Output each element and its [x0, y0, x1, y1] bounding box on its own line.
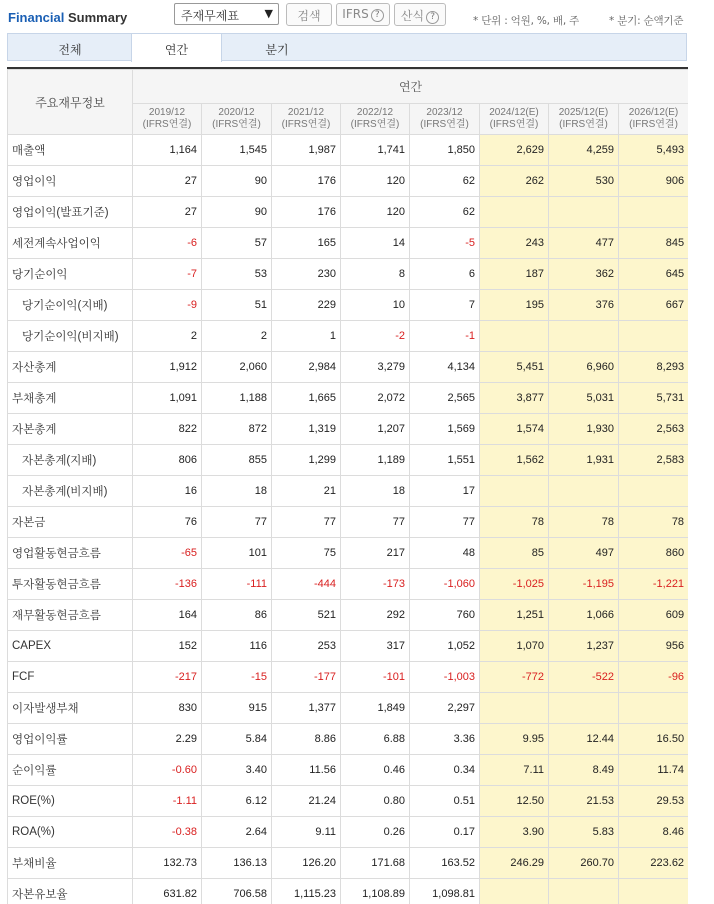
table-cell: 497 [549, 538, 619, 569]
table-row [8, 631, 689, 662]
period-date: 2021/12 [287, 107, 325, 118]
table-cell: 4,259 [549, 135, 619, 166]
table-cell: -0.60 [133, 755, 202, 786]
table-row [8, 569, 689, 600]
table-cell: 3,877 [480, 383, 549, 414]
table-cell: 2,060 [202, 352, 272, 383]
table-cell: 163.52 [410, 848, 480, 879]
table-cell: 14 [341, 228, 410, 259]
table-cell: -1,003 [410, 662, 480, 693]
table-cell: 1,931 [549, 445, 619, 476]
row-label: 재무활동현금흐름 [8, 600, 133, 631]
table-cell: 165 [272, 228, 341, 259]
table-cell: 9.11 [272, 817, 341, 848]
table-row [8, 259, 689, 290]
table-cell: 5,493 [619, 135, 689, 166]
row-label: 당기순이익(지배) [8, 290, 133, 321]
table-cell: 0.46 [341, 755, 410, 786]
statement-select-value: 주재무제표 [181, 9, 239, 23]
table-cell: 2,583 [619, 445, 689, 476]
table-cell: 822 [133, 414, 202, 445]
table-cell: 8.46 [619, 817, 689, 848]
row-label: 자본총계(지배) [8, 445, 133, 476]
period-header [480, 104, 549, 135]
tab-annual[interactable]: 연간 [131, 34, 222, 62]
table-cell [549, 476, 619, 507]
row-label: 자본총계(비지배) [8, 476, 133, 507]
table-cell: 0.34 [410, 755, 480, 786]
table-row [8, 321, 689, 352]
table-cell: 77 [202, 507, 272, 538]
table-cell: 62 [410, 197, 480, 228]
table-row [8, 476, 689, 507]
table-cell [619, 321, 689, 352]
row-label: 자본금 [8, 507, 133, 538]
table-cell: 78 [619, 507, 689, 538]
row-label: 영업이익 [8, 166, 133, 197]
table-cell: -173 [341, 569, 410, 600]
table-cell: -217 [133, 662, 202, 693]
table-cell: 136.13 [202, 848, 272, 879]
table-cell: 78 [549, 507, 619, 538]
table-cell: 806 [133, 445, 202, 476]
table-cell: 8.86 [272, 724, 341, 755]
table-cell: 521 [272, 600, 341, 631]
table-cell: -7 [133, 259, 202, 290]
table-cell: 477 [549, 228, 619, 259]
table-cell: 57 [202, 228, 272, 259]
table-cell: 27 [133, 197, 202, 228]
table-cell: 362 [549, 259, 619, 290]
table-cell: 230 [272, 259, 341, 290]
table-body [8, 135, 689, 904]
table-cell: 187 [480, 259, 549, 290]
table-cell: -177 [272, 662, 341, 693]
table-cell: -772 [480, 662, 549, 693]
table-cell: 85 [480, 538, 549, 569]
table-cell [619, 197, 689, 228]
row-label: 세전계속사업이익 [8, 228, 133, 259]
table-row [8, 290, 689, 321]
table-row [8, 538, 689, 569]
table-cell: 855 [202, 445, 272, 476]
table-cell: 906 [619, 166, 689, 197]
table-cell: 7.11 [480, 755, 549, 786]
row-label: 당기순이익(비지배) [8, 321, 133, 352]
table-cell: 6 [410, 259, 480, 290]
table-cell: 171.68 [341, 848, 410, 879]
table-cell: 4,134 [410, 352, 480, 383]
table-cell [480, 476, 549, 507]
table-cell: 1,665 [272, 383, 341, 414]
row-label: 영업이익(발표기준) [8, 197, 133, 228]
table-cell: 2,297 [410, 693, 480, 724]
table-cell: 11.74 [619, 755, 689, 786]
period-basis: (IFRS연결) [629, 119, 678, 130]
table-cell: 1,569 [410, 414, 480, 445]
table-cell: 21.53 [549, 786, 619, 817]
table-cell: 78 [480, 507, 549, 538]
table-cell: 2,629 [480, 135, 549, 166]
period-date: 2023/12 [426, 107, 463, 118]
search-button[interactable]: 검색 [286, 3, 332, 26]
table-cell: 120 [341, 197, 410, 228]
row-label: FCF [8, 662, 133, 693]
table-cell: 126.20 [272, 848, 341, 879]
table-cell [549, 197, 619, 228]
table-cell: 77 [272, 507, 341, 538]
table-cell: 2.29 [133, 724, 202, 755]
table-row [8, 848, 689, 879]
table-row [8, 724, 689, 755]
table-cell: 2,563 [619, 414, 689, 445]
period-date: 2020/12 [218, 107, 255, 118]
table-cell: 872 [202, 414, 272, 445]
table-cell: 90 [202, 197, 272, 228]
table-cell: 21.24 [272, 786, 341, 817]
row-label: 매출액 [8, 135, 133, 166]
row-label: ROA(%) [8, 817, 133, 848]
table-cell: -1,195 [549, 569, 619, 600]
table-cell: -6 [133, 228, 202, 259]
table-row [8, 197, 689, 228]
table-cell: 10 [341, 290, 410, 321]
table-cell: 317 [341, 631, 410, 662]
period-basis: (IFRS연결) [350, 119, 400, 130]
help-icon: ? [426, 11, 439, 24]
table-row [8, 817, 689, 848]
table-cell: 2,072 [341, 383, 410, 414]
period-header [549, 104, 619, 135]
row-label: ROE(%) [8, 786, 133, 817]
title-part1: Financial [8, 10, 65, 25]
table-cell: 631.82 [133, 879, 202, 904]
table-cell: 1,930 [549, 414, 619, 445]
table-cell: 1,251 [480, 600, 549, 631]
table-cell: 120 [341, 166, 410, 197]
table-cell: -444 [272, 569, 341, 600]
period-header [202, 104, 272, 135]
chevron-down-icon: ▼ [264, 7, 273, 20]
table-cell: 1,188 [202, 383, 272, 414]
table-cell: 51 [202, 290, 272, 321]
period-date: 2026/12(E) [628, 107, 679, 118]
table-cell: 376 [549, 290, 619, 321]
period-date: 2019/12 [148, 107, 186, 118]
table-row [8, 879, 689, 904]
period-basis: (IFRS연결) [142, 119, 192, 130]
table-row [8, 662, 689, 693]
table-cell: 152 [133, 631, 202, 662]
table-cell: 243 [480, 228, 549, 259]
row-label: 투자활동현금흐름 [8, 569, 133, 600]
table-cell: 5.84 [202, 724, 272, 755]
table-cell: 1,849 [341, 693, 410, 724]
table-cell [619, 476, 689, 507]
table-cell: 1,070 [480, 631, 549, 662]
table-cell: 132.73 [133, 848, 202, 879]
table-cell: -65 [133, 538, 202, 569]
table-cell: 262 [480, 166, 549, 197]
table-cell [619, 693, 689, 724]
row-label: 부채총계 [8, 383, 133, 414]
table-cell: -15 [202, 662, 272, 693]
period-header [410, 104, 480, 135]
table-cell: 1,912 [133, 352, 202, 383]
period-date: 2025/12(E) [558, 107, 609, 118]
table-cell: 609 [619, 600, 689, 631]
table-row [8, 166, 689, 197]
table-cell: 645 [619, 259, 689, 290]
period-basis: (IFRS연결) [281, 119, 331, 130]
table-cell: 9.95 [480, 724, 549, 755]
row-label: CAPEX [8, 631, 133, 662]
table-cell: 1,052 [410, 631, 480, 662]
table-cell: 1,741 [341, 135, 410, 166]
table-cell: 18 [202, 476, 272, 507]
table-cell: -96 [619, 662, 689, 693]
formula-button-label: 산식 [400, 9, 425, 23]
row-label: 부채비율 [8, 848, 133, 879]
financial-summary-table-container [7, 67, 688, 904]
table-cell: 6.12 [202, 786, 272, 817]
table-cell: 53 [202, 259, 272, 290]
table-cell: 5,031 [549, 383, 619, 414]
table-cell: 3.90 [480, 817, 549, 848]
table-cell: 12.50 [480, 786, 549, 817]
table-cell: 530 [549, 166, 619, 197]
table-cell: 915 [202, 693, 272, 724]
table-cell: 1,098.81 [410, 879, 480, 904]
table-cell: 16.50 [619, 724, 689, 755]
table-row [8, 228, 689, 259]
table-cell: 17 [410, 476, 480, 507]
table-cell: 246.29 [480, 848, 549, 879]
table-row [8, 135, 689, 166]
table-cell: 6,960 [549, 352, 619, 383]
table-cell: 956 [619, 631, 689, 662]
financial-summary-table [7, 69, 688, 904]
table-cell: 0.51 [410, 786, 480, 817]
table-cell: -9 [133, 290, 202, 321]
table-cell: 8 [341, 259, 410, 290]
table-cell: 1,562 [480, 445, 549, 476]
table-cell: 2,984 [272, 352, 341, 383]
table-cell: 260.70 [549, 848, 619, 879]
table-cell: 21 [272, 476, 341, 507]
table-cell: 0.26 [341, 817, 410, 848]
table-row [8, 352, 689, 383]
table-cell: 1,189 [341, 445, 410, 476]
table-cell: 195 [480, 290, 549, 321]
table-cell: 2,565 [410, 383, 480, 414]
tab-quarterly[interactable]: 분기 [265, 43, 289, 57]
table-cell: 229 [272, 290, 341, 321]
period-basis: (IFRS연결) [420, 119, 469, 130]
table-cell: -1,025 [480, 569, 549, 600]
period-header [619, 104, 689, 135]
table-cell: 1,164 [133, 135, 202, 166]
table-row [8, 786, 689, 817]
table-cell: 176 [272, 166, 341, 197]
table-cell: -1.11 [133, 786, 202, 817]
table-row [8, 693, 689, 724]
table-cell: 76 [133, 507, 202, 538]
row-label: 자본총계 [8, 414, 133, 445]
table-cell: 292 [341, 600, 410, 631]
table-cell: 77 [410, 507, 480, 538]
table-cell: 27 [133, 166, 202, 197]
table-cell [480, 693, 549, 724]
ifrs-button-label: IFRS [342, 7, 369, 21]
period-basis: (IFRS연결) [559, 119, 608, 130]
table-row [8, 755, 689, 786]
ifrs-button[interactable] [336, 3, 390, 26]
table-cell: 1,237 [549, 631, 619, 662]
table-cell: 164 [133, 600, 202, 631]
table-cell: 217 [341, 538, 410, 569]
table-cell: 1,850 [410, 135, 480, 166]
table-cell: 3.36 [410, 724, 480, 755]
table-cell: 860 [619, 538, 689, 569]
table-cell [549, 693, 619, 724]
unit-note: * 단위 : 억원, %, 배, 주 [473, 15, 580, 27]
table-cell: 706.58 [202, 879, 272, 904]
group-header: 연간 [133, 70, 689, 104]
table-cell: 1,574 [480, 414, 549, 445]
table-cell: 77 [341, 507, 410, 538]
table-cell: 18 [341, 476, 410, 507]
table-cell: -5 [410, 228, 480, 259]
table-cell: 5,451 [480, 352, 549, 383]
statement-select[interactable] [174, 3, 279, 25]
row-label: 자본유보율 [8, 879, 133, 904]
table-cell: 48 [410, 538, 480, 569]
formula-button[interactable] [394, 3, 446, 26]
table-cell: 1,545 [202, 135, 272, 166]
table-cell: 8.49 [549, 755, 619, 786]
table-cell: 1,115.23 [272, 879, 341, 904]
table-cell: 1,091 [133, 383, 202, 414]
table-cell: 62 [410, 166, 480, 197]
table-row [8, 600, 689, 631]
period-basis: (IFRS연결) [212, 119, 261, 130]
table-cell [549, 321, 619, 352]
table-cell: 5,731 [619, 383, 689, 414]
table-cell: 0.80 [341, 786, 410, 817]
row-label: 당기순이익 [8, 259, 133, 290]
table-cell: 253 [272, 631, 341, 662]
table-cell: 1,551 [410, 445, 480, 476]
table-cell [619, 879, 689, 904]
table-cell: 1 [272, 321, 341, 352]
table-cell: 86 [202, 600, 272, 631]
tab-all[interactable]: 전체 [58, 43, 82, 57]
table-cell: 11.56 [272, 755, 341, 786]
corner-header: 주요재무정보 [8, 70, 133, 135]
row-label: 이자발생부채 [8, 693, 133, 724]
row-label: 자산총계 [8, 352, 133, 383]
table-cell: 176 [272, 197, 341, 228]
table-cell: -2 [341, 321, 410, 352]
table-cell: 830 [133, 693, 202, 724]
table-cell: 3,279 [341, 352, 410, 383]
table-cell: 16 [133, 476, 202, 507]
table-cell [480, 321, 549, 352]
period-header [133, 104, 202, 135]
table-cell: 1,987 [272, 135, 341, 166]
table-cell [549, 879, 619, 904]
table-cell: 223.62 [619, 848, 689, 879]
table-cell: 2.64 [202, 817, 272, 848]
row-label: 순이익률 [8, 755, 133, 786]
top-bar [0, 0, 714, 33]
row-label: 영업이익률 [8, 724, 133, 755]
table-cell: 8,293 [619, 352, 689, 383]
table-cell: -522 [549, 662, 619, 693]
table-cell: 1,066 [549, 600, 619, 631]
table-cell: 5.83 [549, 817, 619, 848]
table-cell: 2 [202, 321, 272, 352]
help-icon: ? [371, 9, 384, 22]
table-cell: -111 [202, 569, 272, 600]
period-date: 2022/12 [356, 107, 394, 118]
table-cell: 1,108.89 [341, 879, 410, 904]
table-cell: -1,221 [619, 569, 689, 600]
table-cell: 2 [133, 321, 202, 352]
table-cell: 760 [410, 600, 480, 631]
table-cell: 75 [272, 538, 341, 569]
table-cell: 1,299 [272, 445, 341, 476]
table-cell: -101 [341, 662, 410, 693]
table-row [8, 507, 689, 538]
table-cell: 90 [202, 166, 272, 197]
table-cell: -136 [133, 569, 202, 600]
table-cell: -0.38 [133, 817, 202, 848]
title-part2: Summary [67, 10, 128, 25]
period-tabs [7, 33, 687, 61]
table-row [8, 383, 689, 414]
table-row [8, 445, 689, 476]
table-cell: 12.44 [549, 724, 619, 755]
period-header [272, 104, 341, 135]
table-cell: 1,207 [341, 414, 410, 445]
table-cell: 0.17 [410, 817, 480, 848]
table-cell: 845 [619, 228, 689, 259]
page-title [8, 10, 127, 25]
table-cell: 6.88 [341, 724, 410, 755]
period-basis: (IFRS연결) [489, 119, 539, 130]
basis-note: * 분기: 순액기준 [609, 15, 684, 27]
table-cell [480, 879, 549, 904]
table-cell: 116 [202, 631, 272, 662]
table-cell: 29.53 [619, 786, 689, 817]
table-cell: 101 [202, 538, 272, 569]
table-cell: 1,319 [272, 414, 341, 445]
table-cell: 667 [619, 290, 689, 321]
table-cell [480, 197, 549, 228]
table-cell: -1,060 [410, 569, 480, 600]
table-cell: -1 [410, 321, 480, 352]
table-cell: 3.40 [202, 755, 272, 786]
table-cell: 1,377 [272, 693, 341, 724]
period-date: 2024/12(E) [489, 107, 539, 118]
table-row [8, 414, 689, 445]
table-cell: 7 [410, 290, 480, 321]
period-header [341, 104, 410, 135]
row-label: 영업활동현금흐름 [8, 538, 133, 569]
